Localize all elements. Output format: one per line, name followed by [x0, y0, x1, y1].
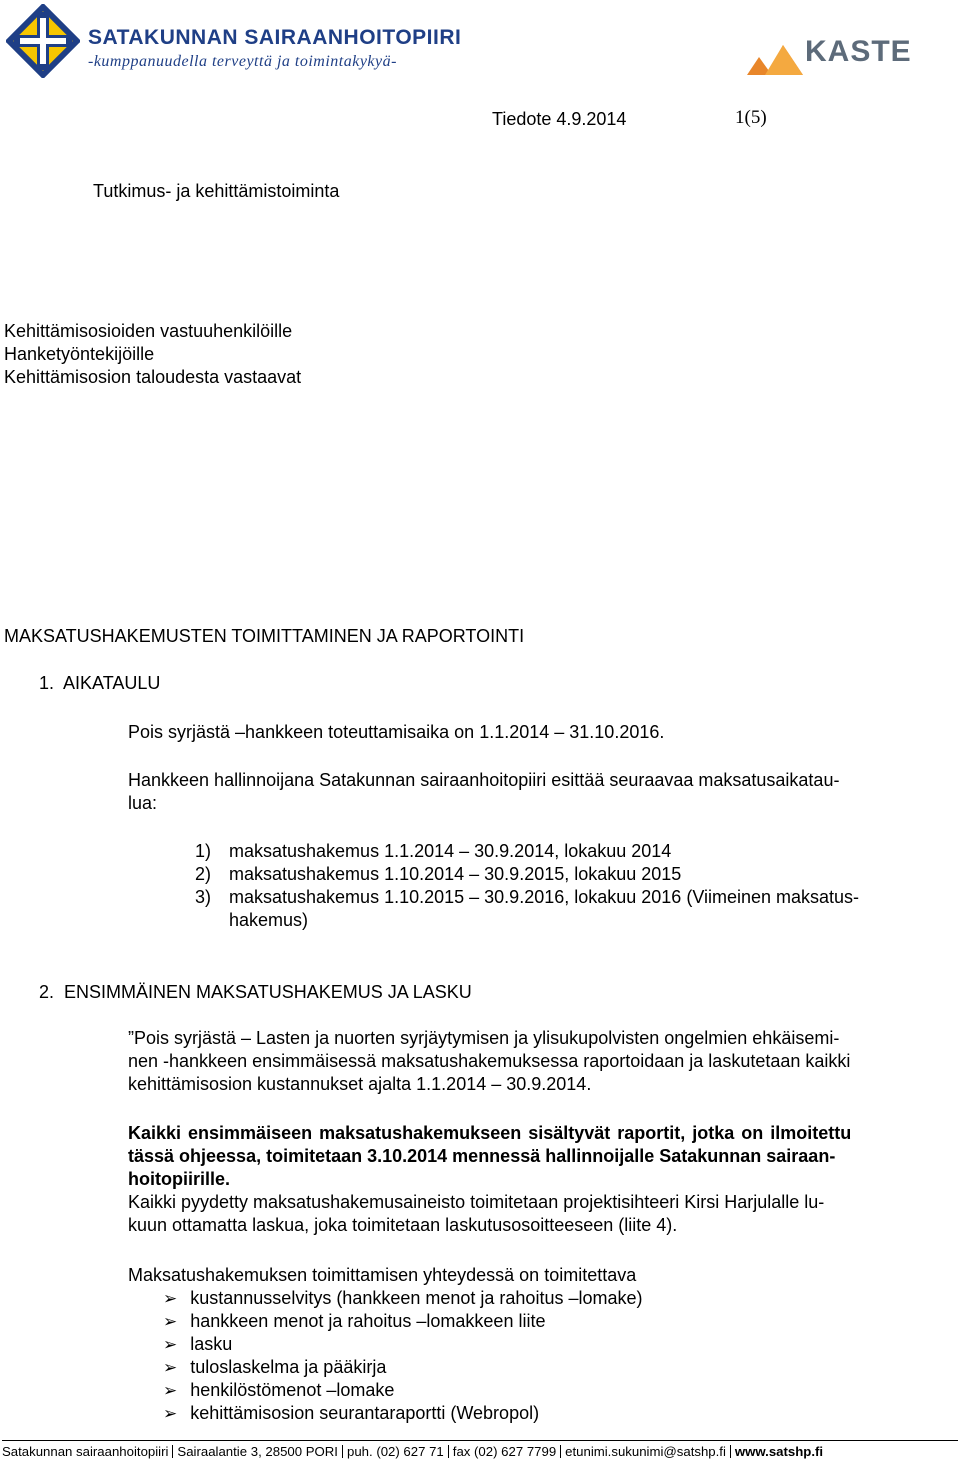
section1-heading: 1. AIKATAULU: [39, 673, 161, 693]
arrow-bullet-icon: ➢: [163, 1289, 178, 1308]
bullet-text: kehittämisosion seurantaraportti (Webropol): [190, 1403, 540, 1423]
list-item: [163, 1287, 642, 1310]
footer-fax: fax (02) 627 7799: [452, 1444, 557, 1459]
section2-p1-line1: ”Pois syrjästä – Lasten ja nuorten syrjäytymisen ja ylisukupolvisten ongelmien ehkäisemi-: [128, 1028, 840, 1048]
recipient-2: Hanketyöntekijöille: [4, 344, 155, 364]
arrow-bullet-icon: ➢: [163, 1381, 178, 1400]
footer-org: Satakunnan sairaanhoitopiiri: [2, 1444, 169, 1459]
section2-p4: Maksatushakemuksen toimittamisen yhteydessä on toimitettava: [128, 1265, 637, 1285]
bullet-text: hankkeen menot ja rahoitus –lomakkeen liite: [190, 1311, 546, 1331]
section1-p2-line1: Hankkeen hallinnoijana Satakunnan sairaanhoitopiiri esittää seuraavaa maksatusaikatau-: [128, 770, 840, 790]
schedule-item-2: maksatushakemus 1.10.2014 – 30.9.2015, lokakuu 2015: [229, 864, 682, 884]
kaste-mark-icon: [745, 37, 807, 77]
footer-address: Sairaalantie 3, 28500 PORI: [177, 1444, 338, 1459]
section1-p2-line2: lua:: [128, 793, 158, 813]
schedule-item-3: maksatushakemus 1.10.2015 – 30.9.2016, lokakuu 2016 (Viimeinen maksatus-: [229, 887, 860, 907]
section2-p1-line3: kehittämisosion kustannukset ajalta 1.1.2014 – 30.9.2014.: [128, 1074, 592, 1094]
footer-website[interactable]: www.satshp.fi: [734, 1444, 824, 1459]
arrow-bullet-icon: ➢: [163, 1312, 178, 1331]
arrow-bullet-icon: ➢: [163, 1358, 178, 1377]
page-number: 1(5): [735, 107, 767, 128]
schedule-item-1: maksatushakemus 1.1.2014 – 30.9.2014, lokakuu 2014: [229, 841, 672, 861]
org-name: SATAKUNNAN SAIRAANHOITOPIIRI: [88, 26, 462, 49]
kaste-logo: [745, 37, 945, 77]
kaste-wordmark: KASTE: [805, 35, 912, 68]
schedule-num-2: 2): [195, 864, 212, 884]
section2-p1-line2: nen -hankkeen ensimmäisessä maksatushakemuksessa raportoidaan ja laskutetaan kaikki: [128, 1051, 851, 1071]
list-item: [163, 1356, 642, 1379]
section1-p1: Pois syrjästä –hankkeen toteuttamisaika on 1.1.2014 – 31.10.2016.: [128, 722, 665, 742]
main-title: MAKSATUSHAKEMUSTEN TOIMITTAMINEN JA RAPORTOINTI: [4, 626, 525, 646]
recipient-1: Kehittämisosioiden vastuuhenkilöille: [4, 321, 293, 341]
bullet-text: tuloslaskelma ja pääkirja: [190, 1357, 387, 1377]
section2-heading: 2. ENSIMMÄINEN MAKSATUSHAKEMUS JA LASKU: [39, 982, 472, 1002]
bullet-text: lasku: [190, 1334, 233, 1354]
section2-p3-line2: kuun ottamatta laskua, joka toimitetaan laskutusosoitteeseen (liite 4).: [128, 1215, 678, 1235]
list-item: [163, 1333, 642, 1356]
footer-email[interactable]: etunimi.sukunimi@satshp.fi: [565, 1444, 726, 1459]
cross-emblem-icon: [6, 4, 80, 78]
org-logo: [6, 4, 80, 78]
arrow-bullet-icon: ➢: [163, 1404, 178, 1423]
footer-phone: puh. (02) 627 71: [346, 1444, 444, 1459]
section2-p3-line1: Kaikki pyydetty maksatushakemusaineisto toimitetaan projektisihteeri Kirsi Harjulalle lu-: [128, 1192, 825, 1212]
section2-p2-line3: hoitopiirille.: [128, 1169, 230, 1189]
arrow-bullet-icon: ➢: [163, 1335, 178, 1354]
unit-name: Tutkimus- ja kehittämistoiminta: [93, 181, 340, 201]
list-item: [163, 1402, 642, 1425]
schedule-num-3: 3): [195, 887, 212, 907]
bullet-list: [163, 1287, 642, 1425]
page-footer: [2, 1440, 958, 1461]
org-slogan: -kumppanuudella terveyttä ja toimintakykyä-: [88, 53, 397, 70]
bullet-text: kustannusselvitys (hankkeen menot ja rahoitus –lomake): [190, 1288, 643, 1308]
doc-type: Tiedote 4.9.2014: [492, 109, 627, 129]
section2-p2-line1: Kaikki ensimmäiseen maksatushakemukseen sisältyvät raportit, jotka on ilmoitettu: [128, 1123, 852, 1143]
schedule-item-3-cont: hakemus): [229, 910, 309, 930]
list-item: [163, 1379, 642, 1402]
schedule-num-1: 1): [195, 841, 212, 861]
recipient-3: Kehittämisosion taloudesta vastaavat: [4, 367, 302, 387]
bullet-text: henkilöstömenot –lomake: [190, 1380, 395, 1400]
section2-p2-line2: tässä ohjeessa, toimitetaan 3.10.2014 mennessä hallinnoijalle Satakunnan sairaan-: [128, 1146, 836, 1166]
list-item: [163, 1310, 642, 1333]
